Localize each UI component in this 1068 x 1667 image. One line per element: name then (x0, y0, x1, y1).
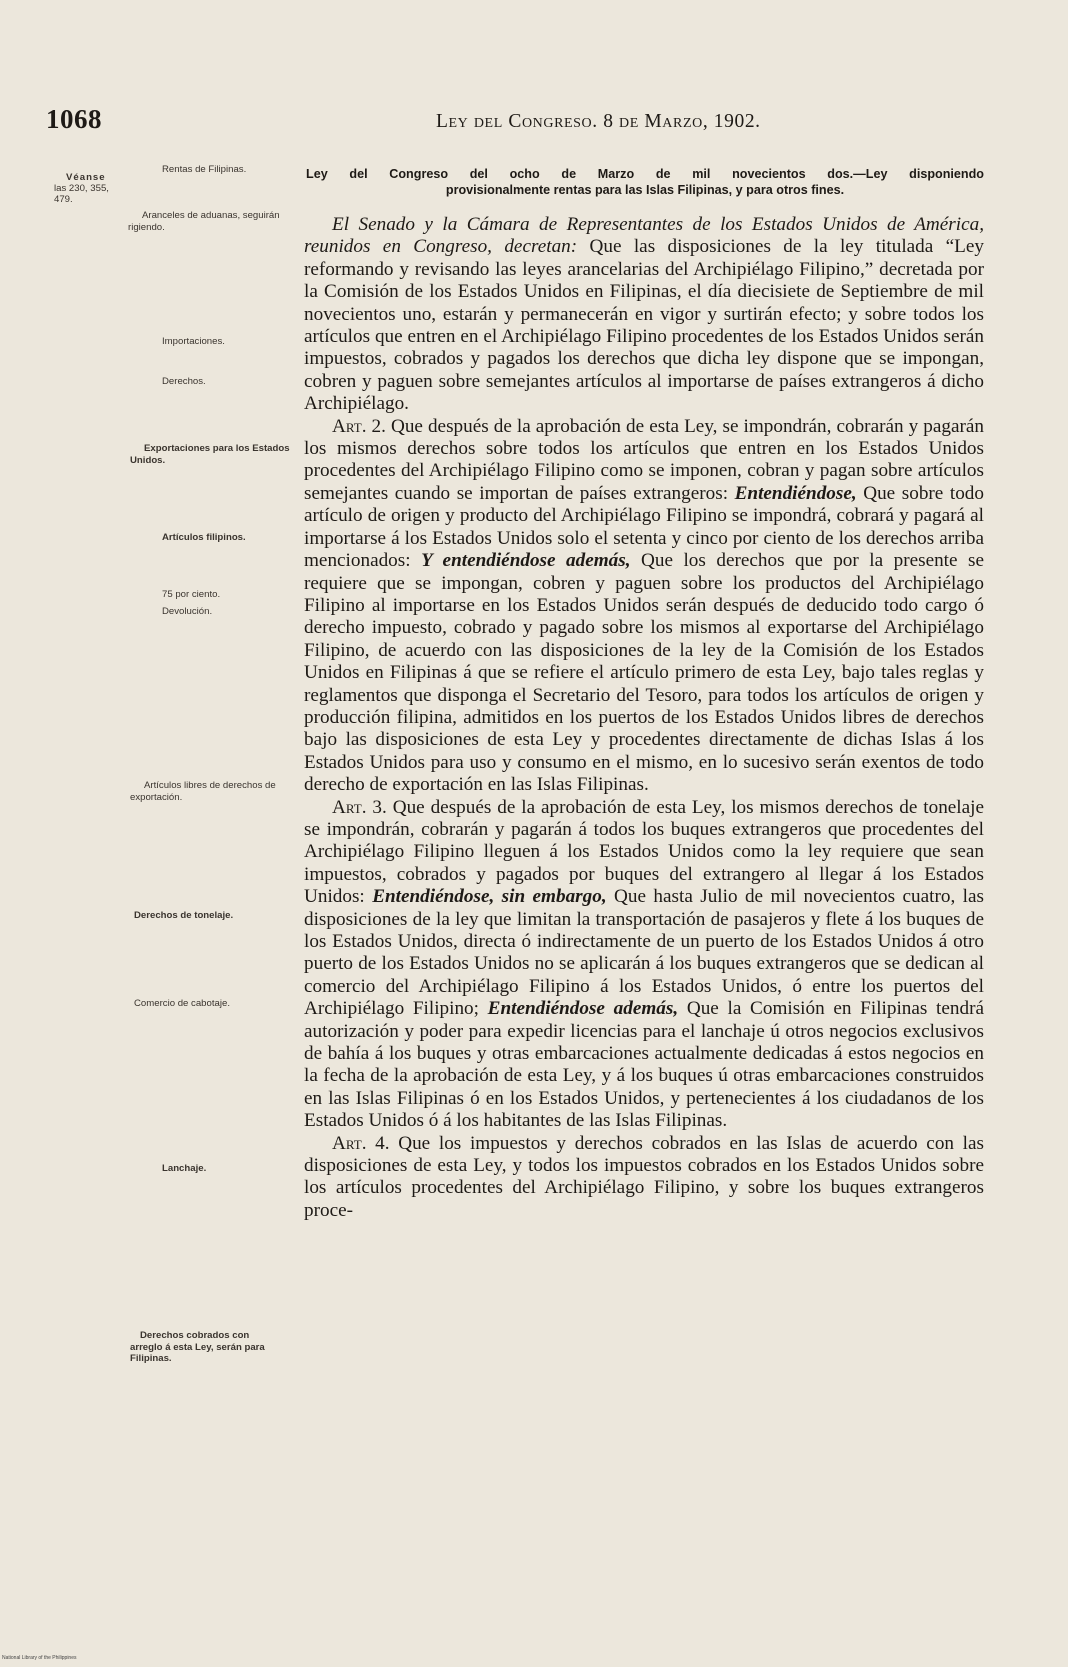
paragraph-1-text: Que las disposiciones de la ley titulada “Ley reformando y revisando las leyes arancelarias del Archipiélago Filipino,” decretada por la Comisión de los Estados Unidos en Filipinas, el día diecisiete de Septiembre de mil novecientos uno, estarán y permanecerán en vigor y surtirán efecto; y sobre todos los artículos que entren en el Archipiélago Filipino procedentes de los Estados Unidos serán impuestos, cobrados y pagados los derechos que dicha ley dispone que se impongan, cobren y paguen sobre semejantes artículos al importarse de países extrangeros á dicho Archipiélago. (304, 236, 984, 415)
article-3-text-c: Que hasta Julio de mil novecientos cuatro, las disposiciones de la ley que limitan la transportación de pasajeros y flete á los buques de los Estados Unidos, directa ó indirectamente de un puerto de los Estados Unidos á otro puerto de los Estados Unidos no se aplicarán á los buques extrangeros que se dedican al comercio del Archipiélago Filipino á los Estados Unidos, ó entre los puertos del Archipiélago Filipino; (304, 886, 984, 1020)
article-3-text-e: Que la Comisión en Filipinas tendrá autorización y poder para expedir licencias para el lanchaje ú otros negocios exclusivos de bahía á los buques y otras embarcaciones actualmente dedicadas á estos negocios en la fecha de la aprobación de esta Ley, y á los buques ú otras embarcaciones construidos en las Islas Filipinas ó en los Estados Unidos, y pertenecientes á los ciudadanos de los Estados Unidos ó á los habitantes de las Islas Filipinas. (304, 998, 984, 1132)
margin-note-rentas: Rentas de Filipinas. (162, 164, 247, 175)
margin-note-devolucion: Devolución. (162, 606, 213, 617)
scan-footer: National Library of the Philippines (2, 1655, 77, 1661)
article-2-proviso-1: Entendiéndose, (734, 482, 857, 504)
law-heading-line-1: Ley del Congreso del ocho de Marzo de mil novecientos dos.—Ley disponiendo (306, 167, 984, 181)
law-heading-line-2: provisionalmente rentas para las Islas Filipinas, y para otros fines. (445, 183, 845, 197)
margin-note-derechos: Derechos. (162, 376, 206, 387)
margin-note-derechos-cobrados: Derechos cobrados con arreglo á esta Ley, serán para Filipinas. (130, 1330, 265, 1364)
article-3-proviso-2: Entendiéndose además, (487, 998, 679, 1020)
margin-note-aranceles: Aranceles de aduanas, seguirán rigiendo. (128, 210, 280, 233)
cross-ref-line-3: 479. (54, 194, 73, 205)
body-text (304, 214, 984, 1222)
margin-notes (0, 0, 310, 1667)
enacting-formula: El Senado y la Cámara de Representantes de los Estados Unidos de América, reunidos en Congreso, decretan: (304, 214, 984, 258)
margin-note-cabotaje: Comercio de cabotaje. (134, 998, 230, 1009)
article-3-text-a: Que después de la aprobación de esta Ley, los mismos derechos de tonelaje se impondrán, cobrarán y pagarán á todos los buques extrangeros que procedentes del Archipiélago Filipino lleguen á los Estados Unidos como la ley requiere que sean impuestos, cobrados y pagados por buques del extrangero al llegar á los Estados Unidos: (304, 796, 984, 908)
margin-note-lanchaje: Lanchaje. (162, 1163, 207, 1174)
article-4-text-a: Que los impuestos y derechos cobrados en las Islas de acuerdo con las disposiciones de esta Ley, y todos los impuestos cobrados en los Estados Unidos sobre los artículos procedentes del Archipiélago Filipino, y sobre los buques extrangeros proce- (304, 1132, 984, 1221)
article-4-label: Art. 4. (332, 1132, 390, 1154)
cross-ref-line-2: las 230, 355, (54, 183, 109, 194)
margin-note-tonelaje: Derechos de tonelaje. (134, 910, 234, 921)
running-head: Ley del Congreso. 8 de Marzo, 1902. (436, 111, 761, 132)
margin-note-articulos-filipinos: Artículos filipinos. (162, 532, 246, 543)
margin-note-75-por-ciento: 75 por ciento. (162, 589, 221, 600)
paragraph-article-2 (304, 416, 984, 797)
page-number: 1068 (46, 104, 102, 134)
paragraph-enacting-clause (304, 214, 984, 416)
article-2-text-a: Que después de la aprobación de esta Ley, se impondrán, cobrarán y pagarán los mismos derechos sobre todos los artículos que entren en los Estados Unidos procedentes del Archipiélago Filipino como se imponen, cobran y pagan sobre artículos semejantes cuando se importan de países extrangeros: (304, 415, 984, 504)
paragraph-article-4 (304, 1133, 984, 1223)
cross-ref-line-1: Véanse (66, 172, 106, 183)
article-2-text-c: Que sobre todo artículo de origen y producto del Archipiélago Filipino se impondrá, cobrará y pagará al importarse á los Estados Unidos solo el setenta y cinco por ciento de los derechos arriba mencionados: (304, 482, 984, 572)
article-2-text-e: Que los derechos que por la presente se requiere que se impongan, cobren y paguen sobre los productos del Archipiélago Filipino al importarse en los Estados Unidos serán después de deducido todo cargo ó derecho impuesto, cobrado y pagado sobre los mismos al exportarse del Archipiélago Filipino, de acuerdo con las disposiciones de la ley de la Comisión de los Estados Unidos en Filipinas á que se refiere el artículo primero de esta Ley, bajo tales reglas y reglamentos que disponga el Secretario del Tesoro, para todos los artículos de origen y producción filipina, admitidos en los puertos de los Estados Unidos libres de derechos bajo las disposiciones de esta Ley y procedentes directamente de dichas Islas á los Estados Unidos para uso y consumo en el mismo, en lo sucesivo serán exentos de todo derecho de exportación en las Islas Filipinas. (304, 550, 984, 796)
article-2-proviso-2: Y entendiéndose además, (421, 550, 631, 572)
article-3-proviso-1: Entendiéndose, sin embargo, (372, 886, 607, 908)
article-2-label: Art. 2. (332, 415, 386, 437)
margin-note-articulos-libres: Artículos libres de derechos de exportación. (130, 780, 276, 803)
margin-note-exportaciones: Exportaciones para los Estados Unidos. (130, 443, 290, 466)
law-heading (306, 166, 984, 198)
paragraph-article-3 (304, 797, 984, 1133)
margin-note-importaciones: Importaciones. (162, 336, 225, 347)
article-3-label: Art. 3. (332, 796, 387, 818)
